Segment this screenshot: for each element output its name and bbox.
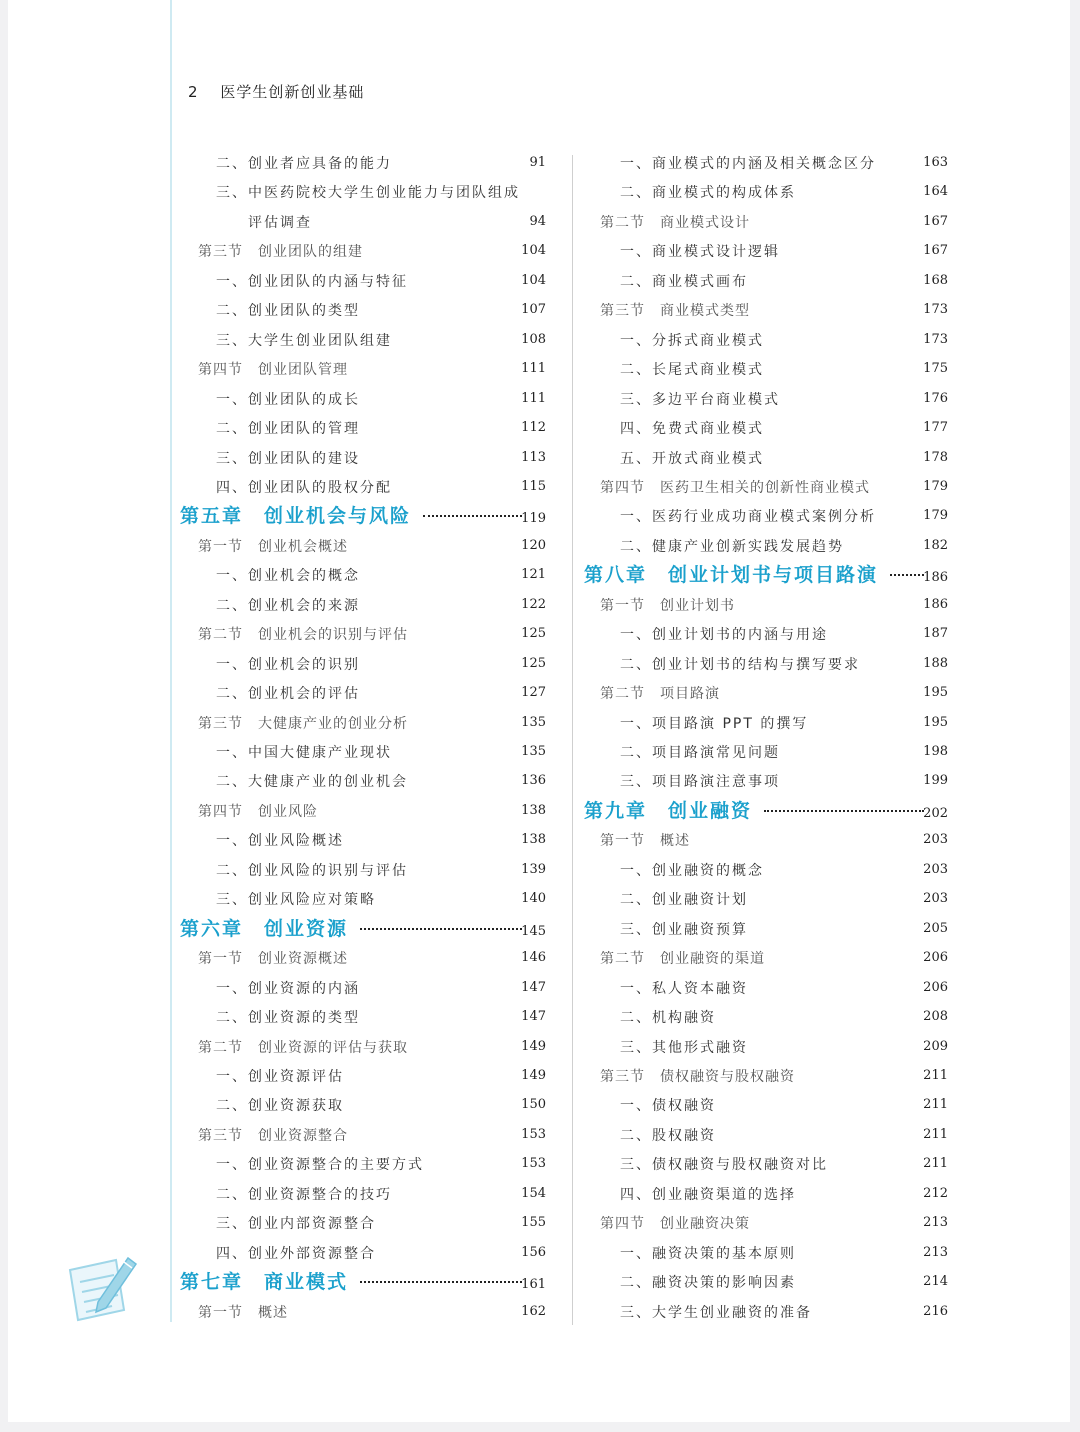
toc-entry-title: 第一节 概述 (600, 833, 690, 850)
toc-page-number: 203 (923, 891, 948, 907)
toc-entry-title: 一、创业资源整合的主要方式 (216, 1157, 424, 1174)
toc-page-number: 94 (529, 213, 546, 229)
toc-section-entry (198, 359, 546, 380)
toc-subsection-entry (216, 1213, 546, 1234)
toc-entry-title: 一、医药行业成功商业模式案例分析 (620, 509, 876, 526)
toc-section-entry (600, 300, 948, 321)
toc-section-entry (198, 241, 546, 262)
toc-entry-title: 第八章 创业计划书与项目路演 (584, 564, 879, 587)
toc-page-number: 202 (923, 805, 948, 821)
toc-entry-title: 二、创业机会的评估 (216, 686, 360, 703)
toc-entry-title: 二、创业资源获取 (216, 1098, 344, 1115)
toc-page-number: 122 (521, 596, 546, 612)
toc-entry-title: 三、大学生创业融资的准备 (620, 1304, 812, 1321)
toc-subsection-entry (216, 182, 520, 203)
toc-entry-title: 三、中医药院校大学生创业能力与团队组成 (216, 185, 520, 202)
toc-page-number: 213 (923, 1215, 948, 1231)
toc-page-number: 175 (923, 361, 948, 377)
notebook-pencil-icon (64, 1252, 140, 1324)
toc-subsection-entry (216, 771, 546, 792)
toc-page-number: 153 (521, 1156, 546, 1172)
toc-entry-title: 二、创业机会的来源 (216, 597, 360, 614)
toc-entry-title: 第九章 创业融资 (584, 799, 753, 822)
toc-page-number: 211 (923, 1067, 948, 1083)
toc-entry-title: 五、开放式商业模式 (620, 450, 764, 467)
toc-entry-title: 第一节 创业资源概述 (198, 951, 348, 968)
toc-subsection-entry (620, 1302, 948, 1323)
toc-page-number: 203 (923, 861, 948, 877)
toc-subsection-entry (216, 860, 546, 881)
toc-page-number: 147 (521, 1009, 546, 1025)
toc-page-number: 112 (521, 420, 546, 436)
toc-subsection-entry (216, 300, 546, 321)
toc-subsection-entry (620, 742, 948, 763)
toc-entry-title: 一、创业机会的概念 (216, 568, 360, 585)
toc-subsection-entry (620, 978, 948, 999)
toc-section-entry (198, 713, 546, 734)
toc-entry-title: 二、商业模式画布 (620, 273, 748, 290)
margin-rule (170, 0, 172, 1322)
toc-leader-dots (360, 924, 522, 930)
toc-page-number: 214 (923, 1274, 948, 1290)
toc-leader-dots (360, 1277, 522, 1283)
toc-entry-title: 一、融资决策的基本原则 (620, 1245, 796, 1262)
toc-subsection-entry (620, 1037, 948, 1058)
toc-entry-title: 第二节 创业融资的渠道 (600, 951, 765, 968)
toc-subsection-entry (620, 448, 948, 469)
toc-page-number: 153 (521, 1126, 546, 1142)
toc-page-number: 178 (923, 449, 948, 465)
toc-subsection-entry (216, 448, 546, 469)
toc-page-number: 198 (923, 744, 948, 759)
toc-subsection-entry (620, 713, 948, 734)
toc-subsection-entry (620, 624, 948, 645)
toc-chapter-entry (180, 503, 546, 530)
toc-subsection-entry (620, 771, 948, 792)
toc-entry-title: 二、创业计划书的结构与撰写要求 (620, 656, 860, 673)
toc-chapter-entry (584, 562, 948, 589)
toc-page-number: 136 (521, 773, 546, 789)
toc-entry-title: 二、创业资源整合的技巧 (216, 1186, 392, 1203)
toc-entry-title: 二、创业者应具备的能力 (216, 156, 392, 172)
toc-section-entry (198, 536, 546, 557)
toc-chapter-entry (584, 798, 948, 825)
toc-subsection-entry (620, 418, 948, 439)
toc-subsection-entry (216, 565, 546, 586)
toc-page-number: 127 (521, 685, 546, 701)
toc-page-number: 140 (521, 891, 546, 907)
toc-subsection-entry (216, 1066, 546, 1087)
toc-entry-title: 四、创业外部资源整合 (216, 1245, 376, 1262)
toc-page-number: 206 (923, 979, 948, 995)
toc-page-number: 108 (521, 331, 546, 347)
toc-entry-title: 一、创业团队的内涵与特征 (216, 273, 408, 290)
toc-entry-title: 三、债权融资与股权融资对比 (620, 1157, 828, 1174)
toc-entry-title: 第二节 创业机会的识别与评估 (198, 627, 408, 644)
toc-entry-title: 第四节 创业团队管理 (198, 362, 348, 379)
toc-page-number: 135 (521, 744, 546, 759)
toc-entry-title: 二、长尾式商业模式 (620, 362, 764, 379)
toc-page-number: 186 (923, 570, 948, 586)
toc-subsection-entry (620, 1272, 948, 1293)
toc-entry-title: 第七章 商业模式 (180, 1271, 349, 1294)
toc-subsection-entry (216, 742, 546, 763)
toc-entry-title: 第三节 大健康产业的创业分析 (198, 715, 408, 732)
toc-entry-title: 二、商业模式的构成体系 (620, 185, 796, 202)
toc-entry-title: 二、项目路演常见问题 (620, 745, 780, 761)
toc-entry-title: 三、创业融资预算 (620, 921, 748, 938)
toc-page-number: 208 (923, 1009, 948, 1025)
toc-subsection-entry (216, 153, 546, 174)
toc-subsection-entry (620, 1007, 948, 1028)
toc-entry-title: 二、机构融资 (620, 1010, 716, 1027)
toc-entry-title: 一、创业团队的成长 (216, 391, 360, 408)
toc-entry-title: 一、创业融资的概念 (620, 862, 764, 879)
toc-page-number: 113 (521, 449, 546, 465)
toc-entry-title: 三、项目路演注意事项 (620, 774, 780, 791)
toc-page-number: 120 (521, 537, 546, 553)
toc-page-number: 150 (521, 1097, 546, 1113)
toc-page-number: 164 (923, 184, 948, 200)
toc-page-number: 156 (521, 1244, 546, 1260)
toc-entry-title: 一、债权融资 (620, 1098, 716, 1115)
toc-page-number: 121 (521, 567, 546, 583)
toc-subsection-entry (620, 241, 948, 262)
toc-entry-title: 第三节 商业模式类型 (600, 303, 750, 320)
toc-entry-title: 二、创业团队的管理 (216, 421, 360, 438)
toc-subsection-entry (216, 1184, 546, 1205)
toc-section-entry (600, 1213, 948, 1234)
toc-page-number: 155 (521, 1215, 546, 1231)
toc-page-number: 186 (923, 596, 948, 612)
toc-subsection-entry (216, 978, 546, 999)
toc-entry-title: 第四节 创业融资决策 (600, 1216, 750, 1233)
toc-section-entry (198, 1302, 546, 1323)
column-divider (572, 155, 573, 1325)
toc-subsection-entry (620, 1243, 948, 1264)
toc-section-entry (600, 948, 948, 969)
toc-subsection-entry (216, 830, 546, 851)
toc-subsection-entry (620, 271, 948, 292)
toc-page-number: 125 (521, 626, 546, 642)
toc-page-number: 91 (529, 155, 546, 170)
toc-entry-title: 第二节 创业资源的评估与获取 (198, 1039, 408, 1056)
toc-subsection-entry (620, 889, 948, 910)
toc-entry-title: 二、健康产业创新实践发展趋势 (620, 538, 844, 555)
toc-entry-title: 第三节 债权融资与股权融资 (600, 1068, 795, 1085)
toc-section-entry (600, 1066, 948, 1087)
toc-subsection-entry (620, 182, 948, 203)
toc-subsection-entry (620, 919, 948, 940)
toc-section-entry (198, 801, 546, 822)
toc-page-number: 211 (923, 1097, 948, 1113)
toc-subsection-entry (216, 595, 546, 616)
toc-subsection-entry (248, 212, 546, 233)
toc-subsection-entry (216, 1095, 546, 1116)
toc-entry-title: 四、创业团队的股权分配 (216, 479, 392, 496)
toc-entry-title: 第五章 创业机会与风险 (180, 505, 412, 528)
toc-page-number: 168 (923, 272, 948, 288)
toc-entry-title: 三、创业内部资源整合 (216, 1216, 376, 1233)
toc-entry-title: 二、创业团队的类型 (216, 303, 360, 320)
toc-page-number: 173 (923, 302, 948, 318)
toc-entry-title: 三、其他形式融资 (620, 1039, 748, 1056)
toc-entry-title: 一、创业计划书的内涵与用途 (620, 627, 828, 644)
toc-entry-title: 三、大学生创业团队组建 (216, 332, 392, 349)
header-book-title: 医学生创新创业基础 (220, 83, 365, 101)
toc-entry-title: 二、股权融资 (620, 1127, 716, 1144)
toc-entry-title: 二、融资决策的影响因素 (620, 1275, 796, 1292)
toc-subsection-entry (620, 1095, 948, 1116)
toc-section-entry (600, 477, 948, 498)
toc-page-number: 154 (521, 1185, 546, 1201)
toc-page-number: 216 (923, 1303, 948, 1319)
toc-entry-title: 第四节 创业风险 (198, 803, 318, 820)
toc-section-entry (600, 683, 948, 704)
toc-subsection-entry (216, 1243, 546, 1264)
toc-page-number: 145 (521, 923, 546, 939)
toc-page-number: 115 (521, 478, 546, 494)
toc-page-number: 206 (923, 950, 948, 966)
toc-entry-title: 三、创业团队的建设 (216, 450, 360, 467)
toc-entry-title: 三、多边平台商业模式 (620, 391, 780, 408)
toc-section-entry (198, 624, 546, 645)
toc-entry-title: 一、商业模式的内涵及相关概念区分 (620, 156, 876, 172)
toc-subsection-entry (216, 1007, 546, 1028)
toc-page-number: 211 (923, 1156, 948, 1172)
toc-subsection-entry (620, 1125, 948, 1146)
toc-entry-title: 一、创业风险概述 (216, 833, 344, 850)
toc-entry-title: 一、创业资源评估 (216, 1068, 344, 1085)
toc-subsection-entry (620, 1184, 948, 1205)
toc-subsection-entry (216, 271, 546, 292)
toc-section-entry (198, 948, 546, 969)
toc-subsection-entry (620, 654, 948, 675)
running-header (188, 81, 364, 102)
toc-entry-title: 一、项目路演 PPT 的撰写 (620, 715, 809, 732)
toc-entry-title: 第三节 创业团队的组建 (198, 244, 363, 261)
toc-entry-title: 二、创业融资计划 (620, 892, 748, 909)
toc-entry-title: 第一节 创业计划书 (600, 597, 735, 614)
toc-subsection-entry (216, 477, 546, 498)
toc-page-number: 205 (923, 920, 948, 936)
toc-page-number: 187 (923, 626, 948, 642)
toc-subsection-entry (216, 330, 546, 351)
toc-page-number: 209 (923, 1038, 948, 1054)
toc-page-number: 119 (521, 511, 546, 527)
toc-subsection-entry (216, 1154, 546, 1175)
toc-entry-title: 一、商业模式设计逻辑 (620, 244, 780, 261)
toc-section-entry (198, 1125, 546, 1146)
toc-page-number: 135 (521, 714, 546, 730)
toc-chapter-entry (180, 1269, 546, 1296)
toc-subsection-entry (216, 889, 546, 910)
toc-page-number: 179 (923, 508, 948, 524)
toc-page-number: 177 (923, 420, 948, 436)
toc-subsection-entry (620, 1154, 948, 1175)
toc-page-number: 195 (923, 685, 948, 701)
toc-page-number: 111 (521, 390, 546, 406)
toc-subsection-entry (620, 860, 948, 881)
toc-subsection-entry (620, 389, 948, 410)
toc-entry-title: 第六章 创业资源 (180, 917, 349, 940)
toc-page-number: 111 (521, 361, 546, 377)
toc-entry-title: 第四节 医药卫生相关的创新性商业模式 (600, 479, 870, 496)
toc-section-entry (600, 595, 948, 616)
toc-entry-title: 一、私人资本融资 (620, 980, 748, 997)
toc-page-number: 212 (923, 1185, 948, 1201)
toc-section-entry (600, 212, 948, 233)
toc-page-number: 146 (521, 950, 546, 966)
toc-entry-title: 四、创业融资渠道的选择 (620, 1186, 796, 1203)
toc-entry-title: 第二节 项目路演 (600, 686, 720, 703)
toc-subsection-entry (620, 359, 948, 380)
header-page-number: 2 (188, 83, 199, 101)
toc-page-number: 139 (521, 861, 546, 877)
toc-subsection-entry (216, 654, 546, 675)
toc-subsection-entry (620, 330, 948, 351)
toc-section-entry (600, 830, 948, 851)
toc-subsection-entry (620, 153, 948, 174)
toc-page-number: 104 (521, 272, 546, 288)
toc-page-number: 125 (521, 655, 546, 671)
toc-page-number: 147 (521, 979, 546, 995)
toc-page-number: 138 (521, 802, 546, 818)
toc-entry-title: 四、免费式商业模式 (620, 421, 764, 438)
toc-page-number: 173 (923, 331, 948, 347)
toc-page-number: 161 (521, 1277, 546, 1293)
toc-entry-title: 二、创业资源的类型 (216, 1010, 360, 1027)
toc-entry-title: 评估调查 (248, 214, 312, 231)
toc-subsection-entry (620, 536, 948, 557)
toc-entry-title: 一、创业资源的内涵 (216, 980, 360, 997)
toc-subsection-entry (216, 389, 546, 410)
toc-entry-title: 二、创业风险的识别与评估 (216, 862, 408, 879)
toc-page-number: 107 (521, 302, 546, 318)
toc-page-number: 162 (521, 1303, 546, 1319)
toc-page-number: 199 (923, 773, 948, 789)
toc-entry-title: 第二节 商业模式设计 (600, 214, 750, 231)
toc-entry-title: 第一节 创业机会概述 (198, 538, 348, 555)
toc-page-number: 203 (923, 832, 948, 848)
toc-section-entry (198, 1037, 546, 1058)
toc-leader-dots (764, 806, 924, 812)
toc-page-number: 167 (923, 243, 948, 259)
toc-page-number: 182 (923, 537, 948, 553)
toc-entry-title: 二、大健康产业的创业机会 (216, 774, 408, 791)
toc-chapter-entry (180, 916, 546, 943)
toc-page-number: 179 (923, 478, 948, 494)
toc-entry-title: 三、创业风险应对策略 (216, 892, 376, 909)
toc-page-number: 163 (923, 155, 948, 170)
toc-page-number: 188 (923, 655, 948, 671)
toc-subsection-entry (216, 683, 546, 704)
toc-entry-title: 第一节 概述 (198, 1304, 288, 1321)
toc-entry-title: 一、中国大健康产业现状 (216, 745, 392, 761)
toc-page-number: 149 (521, 1038, 546, 1054)
toc-entry-title: 一、分拆式商业模式 (620, 332, 764, 349)
book-page (8, 0, 1070, 1422)
toc-page-number: 176 (923, 390, 948, 406)
toc-entry-title: 第三节 创业资源整合 (198, 1127, 348, 1144)
toc-page-number: 167 (923, 213, 948, 229)
toc-page-number: 211 (923, 1126, 948, 1142)
toc-page-number: 149 (521, 1067, 546, 1083)
toc-page-number: 213 (923, 1244, 948, 1260)
toc-subsection-entry (620, 506, 948, 527)
toc-page-number: 104 (521, 243, 546, 259)
toc-page-number: 195 (923, 714, 948, 730)
toc-page-number: 138 (521, 832, 546, 848)
toc-entry-title: 一、创业机会的识别 (216, 656, 360, 673)
toc-subsection-entry (216, 418, 546, 439)
